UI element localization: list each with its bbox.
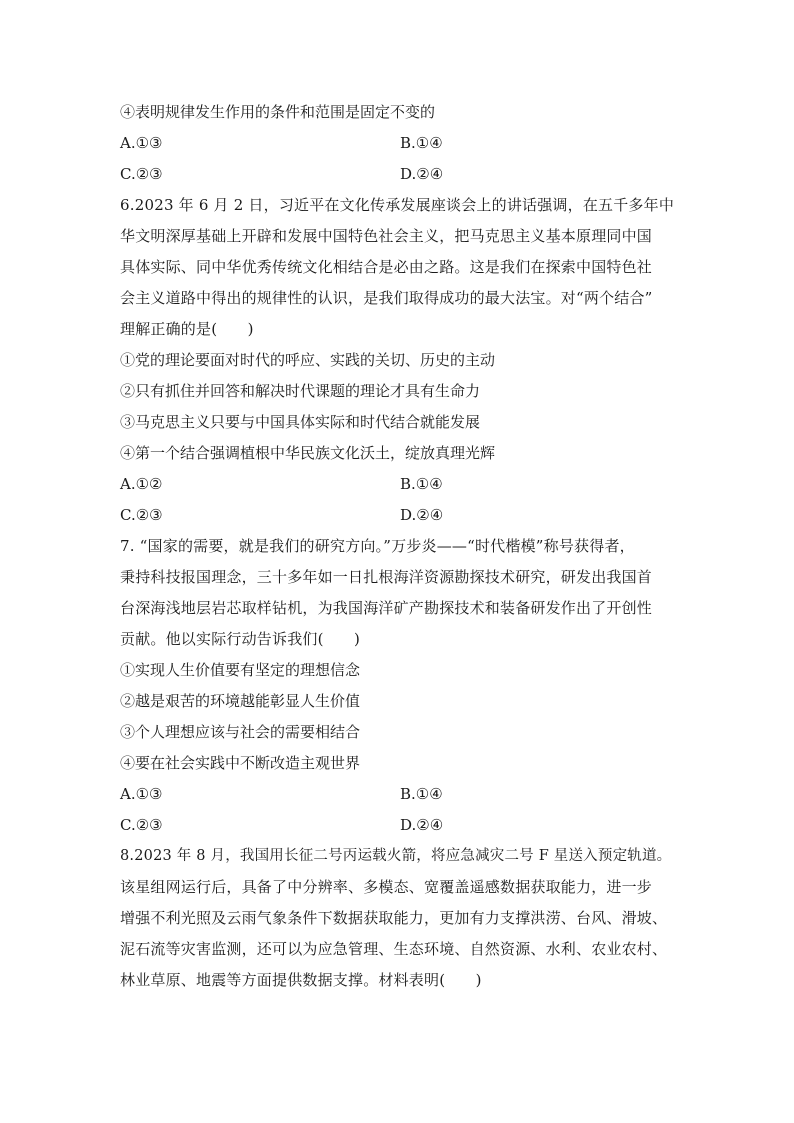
- q7-item-2: ②越是艰苦的环境越能彰显人生价值: [120, 692, 361, 710]
- q6-item-4: ④第一个结合强调植根中华民族文化沃土，绽放真理光辉: [120, 444, 496, 462]
- q6-options-row-1: [120, 469, 680, 500]
- q5-options-row-2: [120, 159, 680, 190]
- q7-stem-line-1: 7. “国家的需要，就是我们的研究方向。”万步炎——“时代楷模”称号获得者，: [120, 537, 635, 555]
- q7-stem-line-2: 秉持科技报国理念，三十多年如一日扎根海洋资源勘探技术研究，研发出我国首: [120, 568, 653, 586]
- q6-stem-line-4: 会主义道路中得出的规律性的认识，是我们取得成功的最大法宝。对“两个结合”: [120, 289, 653, 307]
- q5-option-c: C.②③: [120, 165, 163, 183]
- q5-item-4: ④表明规律发生作用的条件和范围是固定不变的: [120, 103, 436, 121]
- q5-option-d: D.②④: [400, 165, 444, 183]
- q6-stem-line-1: 6.2023 年 6 月 2 日，习近平在文化传承发展座谈会上的讲话强调，在五千多年中: [120, 196, 675, 214]
- q6-option-a: A.①②: [120, 475, 163, 493]
- q7-option-c: C.②③: [120, 816, 163, 834]
- q6-stem-line-3: 具体实际、同中华优秀传统文化相结合是必由之路。这是我们在探索中国特色社: [120, 258, 653, 276]
- q7-options-row-2: [120, 810, 680, 841]
- q5-option-a: A.①③: [120, 134, 163, 152]
- q7-stem-line-3: 台深海浅地层岩芯取样钻机，为我国海洋矿产勘探技术和装备研发作出了开创性: [120, 599, 653, 617]
- q5-option-b: B.①④: [400, 134, 443, 152]
- q7-item-4: ④要在社会实践中不断改造主观世界: [120, 754, 361, 772]
- page-content: [120, 97, 680, 996]
- q7-option-a: A.①③: [120, 785, 163, 803]
- q5-options-row-1: [120, 128, 680, 159]
- q8-stem-line-5: 林业草原、地震等方面提供数据支撑。材料表明( ): [120, 971, 482, 989]
- q6-item-2: ②只有抓住并回答和解决时代课题的理论才具有生命力: [120, 382, 481, 400]
- q7-options-row-1: [120, 779, 680, 810]
- q7-item-1: ①实现人生价值要有坚定的理想信念: [120, 661, 361, 679]
- q7-option-b: B.①④: [400, 785, 443, 803]
- q8-stem-line-2: 该星组网运行后，具备了中分辨率、多模态、宽覆盖遥感数据获取能力，进一步: [120, 878, 653, 896]
- q6-item-1: ①党的理论要面对时代的呼应、实践的关切、历史的主动: [120, 351, 496, 369]
- q7-stem-line-4: 贡献。他以实际行动告诉我们( ): [120, 630, 361, 648]
- q8-stem-line-3: 增强不利光照及云雨气象条件下数据获取能力，更加有力支撑洪涝、台风、滑坡、: [120, 909, 668, 927]
- q8-stem-line-4: 泥石流等灾害监测，还可以为应急管理、生态环境、自然资源、水利、农业农村、: [120, 940, 668, 958]
- q6-item-3: ③马克思主义只要与中国具体实际和时代结合就能发展: [120, 413, 481, 431]
- q6-option-d: D.②④: [400, 506, 444, 524]
- q6-stem-line-5: 理解正确的是( ): [120, 320, 254, 338]
- q7-option-d: D.②④: [400, 816, 444, 834]
- q8-stem-line-1: 8.2023 年 8 月，我国用长征二号丙运载火箭，将应急减灾二号 F 星送入预定轨道。: [120, 848, 672, 864]
- q6-options-row-2: [120, 500, 680, 531]
- q6-option-c: C.②③: [120, 506, 163, 524]
- q6-option-b: B.①④: [400, 475, 443, 493]
- q7-item-3: ③个人理想应该与社会的需要相结合: [120, 723, 361, 741]
- q6-stem-line-2: 华文明深厚基础上开辟和发展中国特色社会主义，把马克思主义基本原理同中国: [120, 227, 653, 245]
